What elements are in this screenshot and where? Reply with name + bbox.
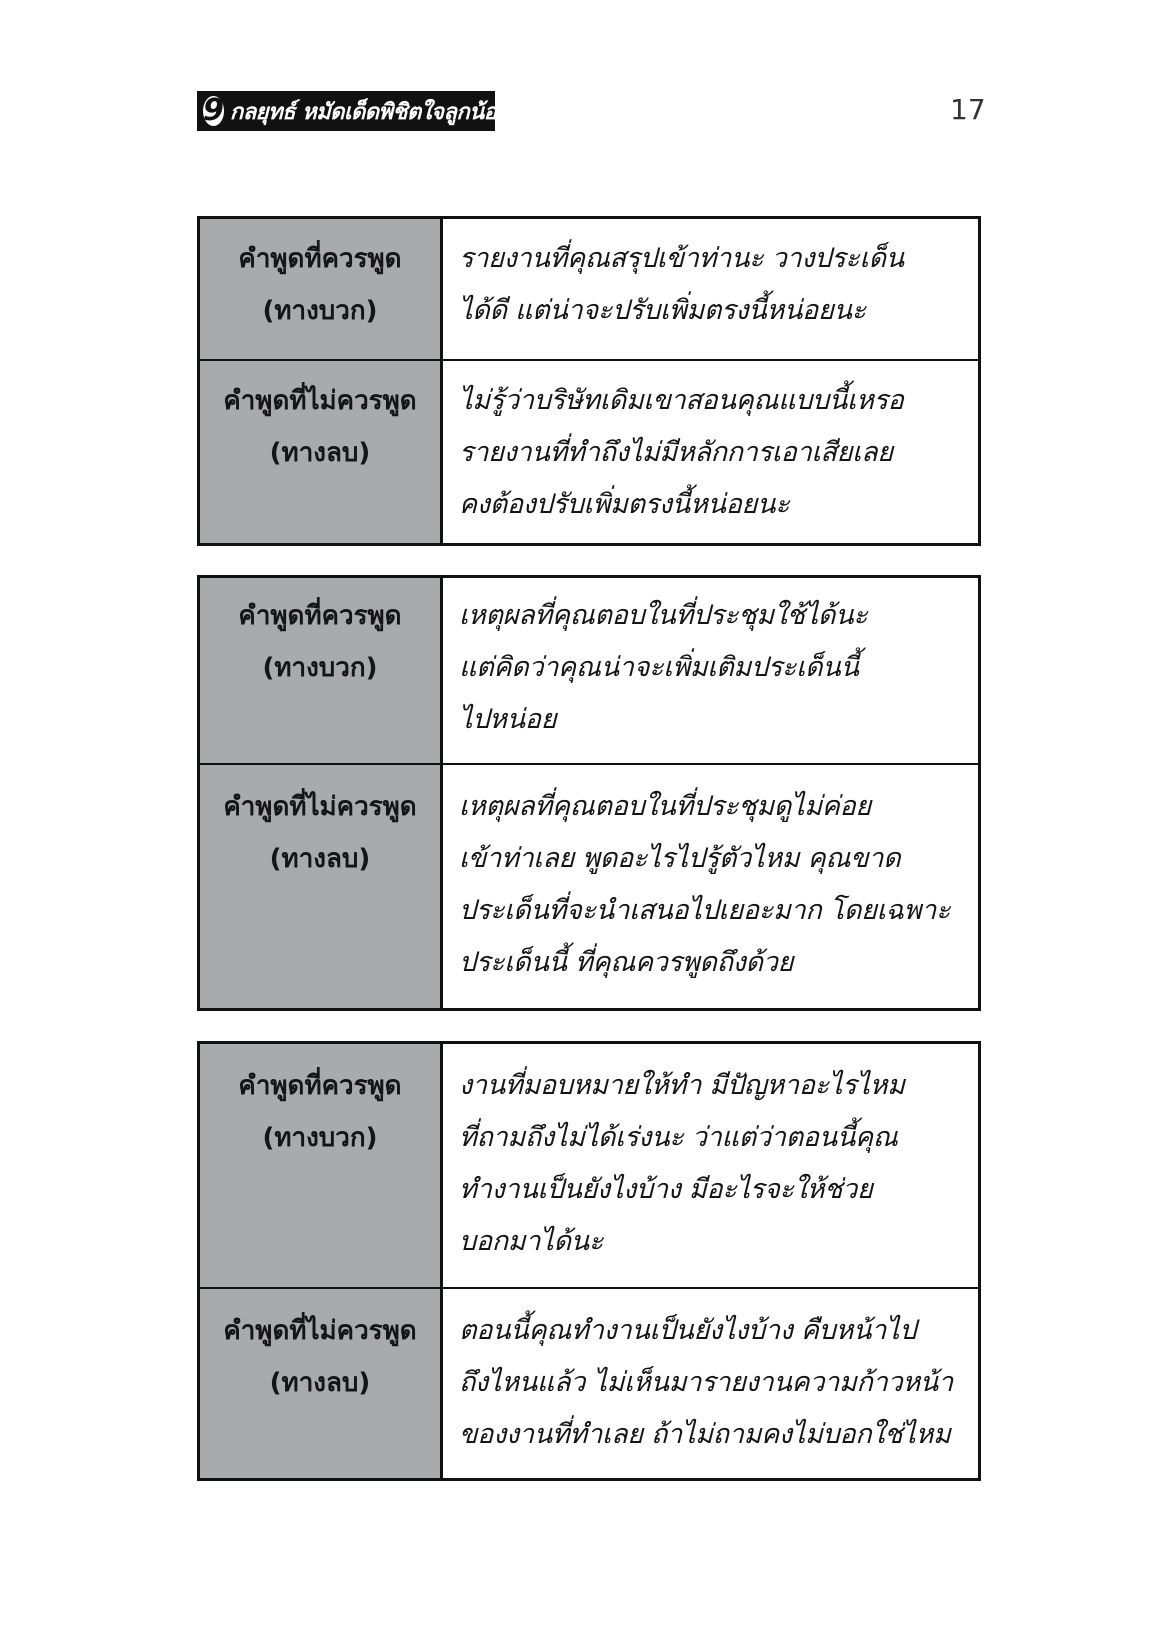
label-line: คำพูดที่ควรพูด <box>238 601 402 631</box>
label-line: (ทางบวก) <box>262 653 378 683</box>
phrase-text-cell <box>443 578 978 763</box>
phrase-table-3 <box>197 1041 981 1481</box>
phrase-text-cell <box>443 219 978 359</box>
chapter-number: 9 <box>203 93 224 128</box>
label-cell-positive <box>200 578 443 763</box>
phrase-text-line: ของงานที่ทำเลย ถ้าไม่ถามคงไม่บอกใช่ไหม <box>459 1419 951 1450</box>
phrase-text-cell <box>443 1289 978 1478</box>
phrase-row-negative <box>200 359 978 543</box>
phrase-text-line: เข้าท่าเลย พูดอะไรไปรู้ตัวไหม คุณขาด <box>459 843 901 874</box>
phrase-text-line: ได้ดี แต่น่าจะปรับเพิ่มตรงนี้หน่อยนะ <box>459 295 866 326</box>
book-title-badge <box>197 91 507 131</box>
phrase-table-2 <box>197 575 981 1011</box>
label-line: (ทางลบ) <box>269 438 371 468</box>
phrase-text-line: ถึงไหนแล้ว ไม่เห็นมารายงานความก้าวหน้า <box>459 1367 953 1398</box>
page-number: 17 <box>950 93 986 126</box>
phrase-text-line: ทำงานเป็นยังไงบ้าง มีอะไรจะให้ช่วย <box>459 1174 873 1205</box>
phrase-text-cell <box>443 1044 978 1287</box>
label-cell-negative <box>200 1289 443 1478</box>
phrase-text-line: รายงานที่คุณสรุปเข้าท่านะ วางประเด็น <box>459 243 904 274</box>
label-cell-negative <box>200 361 443 543</box>
book-title: กลยุทธ์ หมัดเด็ดพิชิตใจลูกน้อง <box>229 99 507 125</box>
label-line: คำพูดที่ควรพูด <box>238 244 402 274</box>
phrase-table-1 <box>197 216 981 546</box>
phrase-text-line: ประเด็นที่จะนำเสนอไปเยอะมาก โดยเฉพาะ <box>459 895 951 926</box>
label-cell-positive <box>200 1044 443 1287</box>
phrase-text-line: ที่ถามถึงไม่ได้เร่งนะ ว่าแต่ว่าตอนนี้คุณ <box>459 1122 898 1153</box>
label-line: คำพูดที่ควรพูด <box>238 1071 402 1101</box>
label-cell-negative <box>200 765 443 1008</box>
label-line: คำพูดที่ไม่ควรพูด <box>223 386 417 416</box>
phrase-row-positive <box>200 1044 978 1287</box>
label-line: คำพูดที่ไม่ควรพูด <box>223 1316 417 1346</box>
phrase-row-negative <box>200 763 978 1008</box>
phrase-text-cell <box>443 765 978 1008</box>
phrase-text-line: รายงานที่ทำถึงไม่มีหลักการเอาเสียเลย <box>459 437 893 468</box>
label-line: (ทางลบ) <box>269 1368 371 1398</box>
phrase-row-negative <box>200 1287 978 1478</box>
phrase-text-line: เหตุผลที่คุณตอบในที่ประชุมใช้ได้นะ <box>459 600 868 631</box>
phrase-text-line: บอกมาได้นะ <box>459 1226 604 1257</box>
phrase-text-line: แต่คิดว่าคุณน่าจะเพิ่มเติมประเด็นนี้ <box>459 652 859 683</box>
phrase-text-line: ตอนนี้คุณทำงานเป็นยังไงบ้าง คืบหน้าไป <box>459 1315 917 1346</box>
label-line: (ทางบวก) <box>262 296 378 326</box>
phrase-text-line: ประเด็นนี้ ที่คุณควรพูดถึงด้วย <box>459 947 794 978</box>
phrase-text-line: ไปหน่อย <box>459 704 557 735</box>
label-line: (ทางบวก) <box>262 1123 378 1153</box>
phrase-text-line: เหตุผลที่คุณตอบในที่ประชุมดูไม่ค่อย <box>459 791 871 822</box>
phrase-text-cell <box>443 361 978 543</box>
phrase-text-line: คงต้องปรับเพิ่มตรงนี้หน่อยนะ <box>459 489 790 520</box>
label-line: คำพูดที่ไม่ควรพูด <box>223 792 417 822</box>
phrase-row-positive <box>200 219 978 359</box>
label-cell-positive <box>200 219 443 359</box>
phrase-text-line: ไม่รู้ว่าบริษัทเดิมเขาสอนคุณแบบนี้เหรอ <box>459 385 904 416</box>
label-line: (ทางลบ) <box>269 844 371 874</box>
phrase-text-line: งานที่มอบหมายให้ทำ มีปัญหาอะไรไหม <box>459 1070 905 1101</box>
phrase-row-positive <box>200 578 978 763</box>
